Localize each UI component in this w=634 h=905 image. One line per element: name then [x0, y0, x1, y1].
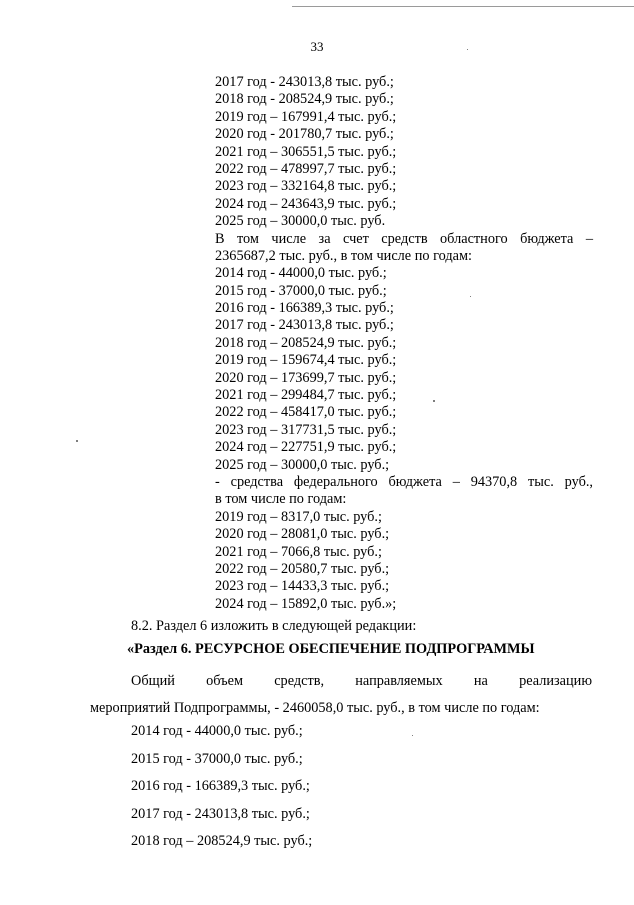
federal-budget-line: 2022 год – 20580,7 тыс. руб.;: [215, 560, 390, 577]
regional-budget-line: 2022 год – 458417,0 тыс. руб.;: [215, 404, 397, 421]
regional-budget-line: 2018 год – 208524,9 тыс. руб.;: [215, 334, 397, 351]
regional-budget-line: 2021 год – 299484,7 тыс. руб.;: [215, 387, 397, 404]
budget-line: 2017 год - 243013,8 тыс. руб.;: [215, 74, 394, 90]
federal-budget-line: 2024 год – 15892,0 тыс. руб.»;: [215, 595, 397, 612]
amendment-instruction: 8.2. Раздел 6 изложить в следующей редакции:: [131, 618, 417, 634]
budget-line: 2024 год – 243643,9 тыс. руб.;: [215, 195, 397, 212]
year-line: 2016 год - 166389,3 тыс. руб.;: [131, 778, 310, 795]
budget-line: 2025 год – 30000,0 тыс. руб.: [215, 213, 386, 230]
paragraph-line: мероприятий Подпрограммы, - 2460058,0 тыс. руб., в том числе по годам:: [90, 700, 540, 716]
federal-budget-line: 2021 год – 7066,8 тыс. руб.;: [215, 543, 382, 560]
budget-block: [215, 74, 593, 613]
federal-budget-line: 2019 год – 8317,0 тыс. руб.;: [215, 508, 382, 525]
year-line: 2018 год – 208524,9 тыс. руб.;: [131, 833, 313, 850]
federal-budget-line: 2020 год – 28081,0 тыс. руб.;: [215, 526, 390, 543]
regional-budget-line: 2020 год – 173699,7 тыс. руб.;: [215, 369, 397, 386]
regional-budget-line: 2019 год – 159674,4 тыс. руб.;: [215, 352, 397, 369]
scan-speck: [433, 400, 435, 402]
budget-line: 2018 год - 208524,9 тыс. руб.;: [215, 91, 394, 108]
top-rule: [292, 6, 634, 7]
regional-budget-line: 2025 год – 30000,0 тыс. руб.;: [215, 456, 390, 473]
budget-line: 2023 год – 332164,8 тыс. руб.;: [215, 178, 397, 195]
year-list: [131, 718, 312, 856]
federal-intro-line: в том числе по годам:: [215, 491, 347, 508]
regional-budget-line: 2024 год – 227751,9 тыс. руб.;: [215, 439, 397, 456]
scan-speck: [412, 735, 413, 736]
regional-budget-line: 2017 год - 243013,8 тыс. руб.;: [215, 317, 394, 334]
federal-intro-line: - средства федерального бюджета – 94370,8 тыс. руб.,: [215, 473, 593, 490]
regional-budget-line: 2023 год – 317731,5 тыс. руб.;: [215, 421, 397, 438]
budget-line: 2021 год – 306551,5 тыс. руб.;: [215, 143, 397, 160]
section-heading: «Раздел 6. РЕСУРСНОЕ ОБЕСПЕЧЕНИЕ ПОДПРОГРАММЫ: [127, 641, 535, 657]
scan-speck: [470, 296, 471, 297]
budget-line: 2020 год - 201780,7 тыс. руб.;: [215, 126, 394, 143]
year-line: 2017 год - 243013,8 тыс. руб.;: [131, 805, 310, 822]
federal-budget-line: 2023 год – 14433,3 тыс. руб.;: [215, 578, 390, 595]
budget-line: 2019 год – 167991,4 тыс. руб.;: [215, 108, 397, 125]
regional-intro-line: 2365687,2 тыс. руб., в том числе по годам:: [215, 247, 472, 264]
regional-budget-line: 2015 год - 37000,0 тыс. руб.;: [215, 282, 387, 299]
year-line: 2014 год - 44000,0 тыс. руб.;: [131, 723, 303, 739]
regional-budget-line: 2016 год - 166389,3 тыс. руб.;: [215, 300, 394, 317]
scan-speck: [76, 440, 78, 442]
regional-budget-line: 2014 год - 44000,0 тыс. руб.;: [215, 265, 387, 282]
regional-intro-line: В том числе за счет средств областного бюджета –: [215, 230, 593, 247]
page-number: 33: [310, 39, 324, 54]
total-funding-paragraph: [90, 668, 592, 722]
paragraph-line: Общий объем средств, направляемых на реализацию: [131, 673, 592, 689]
budget-line: 2022 год – 478997,7 тыс. руб.;: [215, 160, 397, 177]
year-line: 2015 год - 37000,0 тыс. руб.;: [131, 750, 303, 767]
scan-speck: [467, 49, 468, 50]
